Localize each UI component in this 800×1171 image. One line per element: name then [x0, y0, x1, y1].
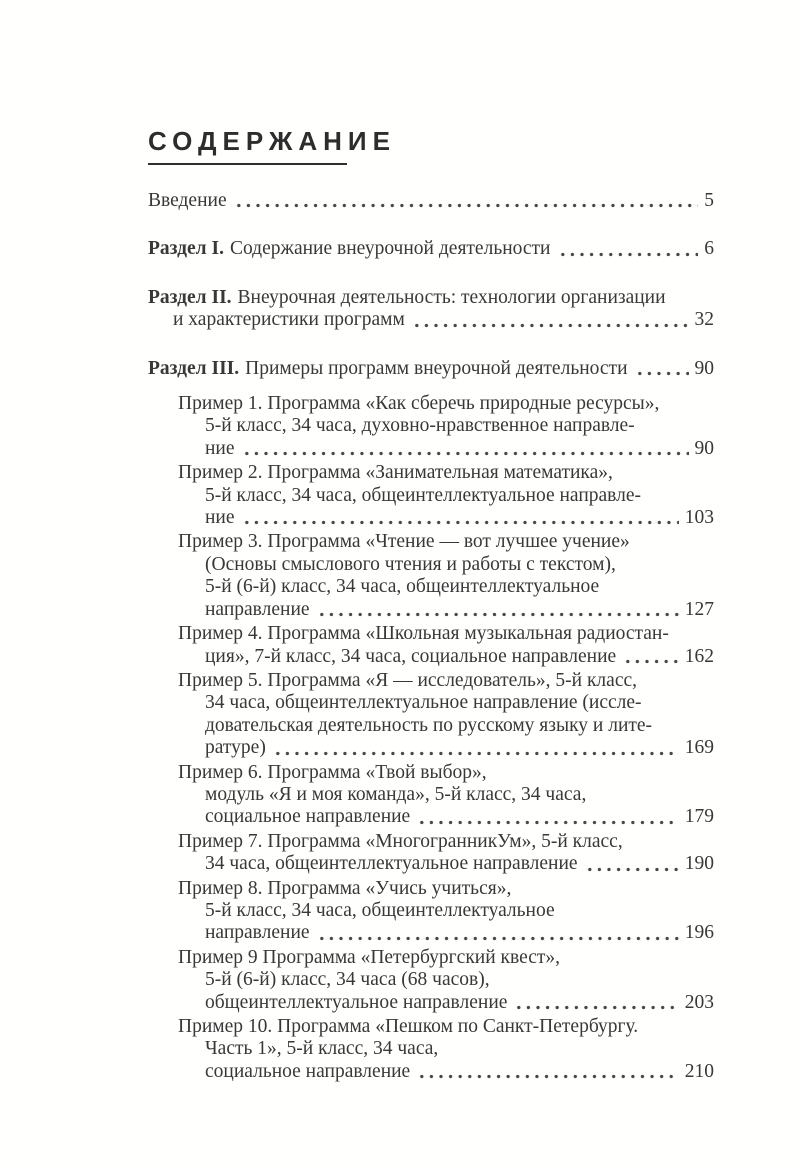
dot-leader: [412, 323, 689, 328]
page-number: 203: [684, 991, 714, 1013]
page-number: 90: [694, 437, 714, 459]
toc-entry: [148, 1016, 714, 1083]
toc-entry-text: Пример 5. Программа «Я — исследователь», 5-й класс,: [178, 669, 638, 691]
toc-entry-text: 5-й класс, 34 часа, общеинтеллектуальное направле-: [205, 484, 641, 506]
toc-entry-text: 5-й класс, 34 часа, общеинтеллектуальное: [205, 899, 555, 921]
toc-entry-continuation-line: [148, 784, 714, 806]
table-of-contents: [148, 190, 714, 1083]
toc-entry-text: Пример 6. Программа «Твой выбор»,: [178, 761, 487, 783]
toc-entry-continuation-line: [148, 415, 714, 437]
toc-entry-text: Введение: [148, 190, 227, 211]
toc-entry-line: [148, 947, 714, 969]
page-title: СОДЕРЖАНИЕ: [148, 126, 396, 156]
page-number: 210: [684, 1060, 714, 1082]
toc-entry-continuation-line: [148, 554, 714, 576]
dot-leader: [417, 1074, 679, 1079]
page-number: 169: [684, 737, 714, 759]
toc-entry-text: Внеурочная деятельность: технологии организации: [237, 286, 666, 308]
toc-entry: [148, 670, 714, 760]
toc-entry-continuation-line: [148, 737, 714, 759]
toc-entry-continuation-line: [148, 853, 714, 875]
toc-entry-line: [148, 238, 714, 260]
toc-entry-continuation-line: [148, 715, 714, 737]
toc-entry-line: [148, 623, 714, 645]
toc-entry-text: Часть 1», 5-й класс, 34 часа,: [205, 1038, 439, 1060]
page-number: 162: [684, 645, 714, 667]
toc-entry: [148, 531, 714, 621]
toc-entry: [148, 462, 714, 529]
toc-entry-section-label: Раздел I.: [148, 238, 224, 260]
toc-entry-line: [148, 670, 714, 692]
toc-entry-line: [148, 762, 714, 784]
toc-entry-line: [148, 1016, 714, 1038]
dot-leader: [273, 751, 679, 756]
toc-entry-text: ние: [205, 507, 235, 529]
toc-entry-line: [148, 190, 714, 212]
toc-entry-continuation-line: [148, 692, 714, 714]
toc-entry-text: социальное направление: [205, 806, 411, 828]
toc-entry-continuation-line: [148, 438, 714, 460]
toc-entry-continuation-line: [148, 900, 714, 922]
dot-leader: [514, 1005, 678, 1010]
toc-entry-text: модуль «Я и моя команда», 5-й класс, 34 часа,: [205, 783, 587, 805]
toc-entry-text: ние: [205, 437, 235, 459]
toc-entry: [148, 878, 714, 945]
toc-entry-continuation-line: [148, 992, 714, 1014]
toc-entry-text: довательская деятельность по русскому языку и лите-: [205, 714, 653, 736]
toc-entry-text: Пример 8. Программа «Учись учиться»,: [178, 877, 512, 899]
toc-entry-text: направление: [205, 598, 310, 620]
toc-entry-text: 5-й класс, 34 часа, духовно-нравственное направле-: [205, 415, 635, 437]
toc-entry-section-label: Раздел III.: [148, 357, 240, 379]
toc-entry-continuation-line: [148, 507, 714, 529]
toc-entry: [148, 623, 714, 668]
page-number: 179: [684, 806, 714, 828]
toc-entry-continuation-line: [148, 922, 714, 944]
page-number: 127: [684, 598, 714, 620]
toc-entry-text: 5-й (6-й) класс, 34 часа (68 часов),: [205, 969, 490, 991]
dot-leader: [623, 659, 679, 664]
toc-entry: [148, 762, 714, 829]
toc-entry-section-label: Раздел II.: [148, 286, 232, 308]
toc-entry-line: [148, 287, 714, 309]
toc-entry: [148, 831, 714, 876]
toc-entry-line: [148, 462, 714, 484]
toc-entry-text: 34 часа, общеинтеллектуальное направление: [205, 853, 578, 875]
toc-entry-line: [148, 358, 714, 380]
page-number: 5: [704, 190, 714, 211]
toc-entry-text: направление: [205, 922, 310, 944]
toc-entry-text: Пример 10. Программа «Пешком по Санкт-Петербургу.: [178, 1016, 639, 1037]
toc-entry-line: [148, 878, 714, 900]
toc-entry: [148, 393, 714, 460]
dot-leader: [242, 451, 689, 456]
toc-entry: [148, 190, 714, 212]
title-underline: [148, 163, 347, 165]
toc-entry-text: Пример 7. Программа «МногогранникУм», 5-й класс,: [178, 830, 623, 852]
toc-entry-text: и характеристики программ: [173, 309, 405, 331]
toc-entry-line: [148, 831, 714, 853]
toc-entry-text: (Основы смыслового чтения и работы с текстом),: [205, 553, 616, 575]
toc-entry-text: ция», 7-й класс, 34 часа, социальное направление: [205, 645, 617, 667]
toc-entry-continuation-line: [148, 1061, 714, 1083]
toc-entry-line: [148, 531, 714, 553]
toc-entry-text: Пример 3. Программа «Чтение — вот лучшее учение»: [178, 531, 630, 553]
toc-entry: [148, 287, 714, 332]
toc-entry-text: Содержание внеурочной деятельности: [229, 238, 551, 260]
page-number: 190: [684, 853, 714, 875]
toc-entry-continuation-line: [148, 1038, 714, 1060]
toc-entry-continuation-line: [148, 646, 714, 668]
toc-entry: [148, 238, 714, 260]
toc-entry-text: ратуре): [205, 737, 266, 759]
toc-entry-continuation-line: [148, 599, 714, 621]
dot-leader: [558, 252, 699, 257]
toc-entry-continuation-line: [148, 806, 714, 828]
toc-entry-text: Примеры программ внеурочной деятельности: [245, 357, 628, 379]
dot-leader: [234, 203, 699, 208]
dot-leader: [242, 520, 679, 525]
page-number: 90: [694, 357, 714, 379]
toc-entry-continuation-line: [148, 485, 714, 507]
toc-entry-continuation-line: [148, 309, 714, 331]
dot-leader: [635, 371, 689, 376]
toc-entry-continuation-line: [148, 576, 714, 598]
toc-entry-text: социальное направление: [205, 1060, 411, 1082]
toc-entry-text: 5-й (6-й) класс, 34 часа, общеинтеллектуальное: [205, 576, 600, 598]
toc-entry-text: Пример 9 Программа «Петербургский квест»,: [178, 946, 561, 968]
toc-entry-text: Пример 2. Программа «Занимательная математика»,: [178, 462, 613, 484]
toc-entry: [148, 358, 714, 380]
toc-entry-text: Пример 4. Программа «Школьная музыкальная радиостан-: [178, 623, 669, 645]
toc-entry-continuation-line: [148, 969, 714, 991]
page-number: 6: [704, 238, 714, 260]
toc-entry-text: 34 часа, общеинтеллектуальное направление (иссле-: [205, 692, 642, 714]
dot-leader: [585, 867, 679, 872]
dot-leader: [317, 936, 679, 941]
toc-entry-text: Пример 1. Программа «Как сберечь природные ресурсы»,: [178, 393, 660, 415]
dot-leader: [417, 820, 679, 825]
page-content: [148, 126, 714, 1083]
toc-entry-line: [148, 393, 714, 415]
dot-leader: [317, 612, 679, 617]
page-number: 32: [694, 309, 714, 331]
page-number: 196: [684, 922, 714, 944]
toc-entry-text: общеинтеллектуальное направление: [205, 991, 508, 1013]
page-number: 103: [684, 507, 714, 529]
toc-entry: [148, 947, 714, 1014]
